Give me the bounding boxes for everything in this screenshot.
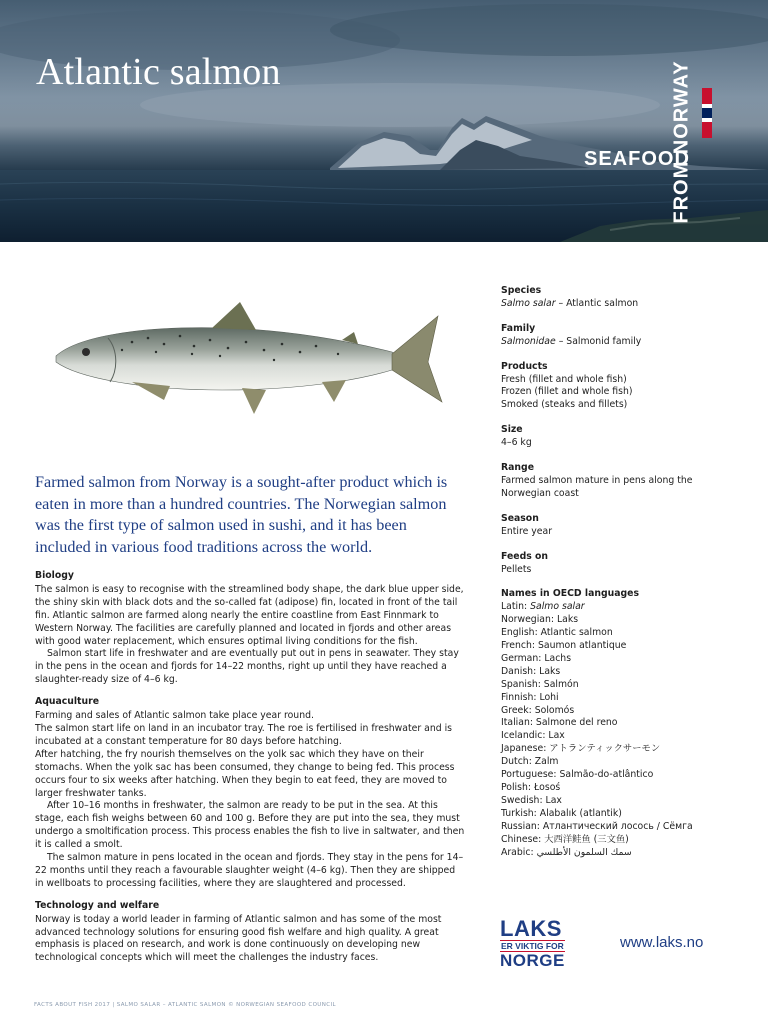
fact-label: Names in OECD languages bbox=[501, 588, 640, 600]
fact-label: Size bbox=[501, 424, 523, 436]
fact-label: Range bbox=[501, 462, 535, 474]
name-line: English: Atlantic salmon bbox=[501, 627, 613, 639]
fact-value: Frozen (fillet and whole fish) bbox=[501, 386, 633, 398]
name-line: Japanese: アトランティックサーモン bbox=[501, 743, 661, 755]
name-line: Italian: Salmone del reno bbox=[501, 717, 618, 729]
hero-banner bbox=[0, 0, 768, 242]
aquaculture-paragraph: After hatching, the fry nourish themselves on the yolk sac which they have on their stomachs. When the yolk sac has been consumed, they change to being fed. This process occurs four to six weeks after hatching. When they begin to eat feed, they are moved to larger freshwater tanks. bbox=[35, 748, 455, 799]
aquaculture-paragraph: The salmon start life on land in an incubator tray. The roe is fertilised in freshwater and is incubated at a constant temperature for 80 days before hatching. bbox=[35, 722, 452, 747]
section-heading-biology: Biology bbox=[35, 570, 74, 581]
fact-value: 4–6 kg bbox=[501, 437, 532, 449]
section-heading-aquaculture: Aquaculture bbox=[35, 696, 100, 708]
fact-products bbox=[501, 361, 731, 413]
body-text-column bbox=[35, 570, 465, 965]
aquaculture-paragraph: The salmon mature in pens located in the ocean and fjords. They stay in the pens for 14–22 months until they reach a favourable slaughter weight (4–6 kg). Then they are shipped in wellboats to processing facilities, where they are slaughtered and processed. bbox=[35, 852, 464, 889]
aquaculture-paragraph: Farming and sales of Atlantic salmon take place year round. bbox=[35, 710, 314, 722]
logo-middle-text: ER VIKTIG FOR bbox=[501, 941, 564, 951]
fact-value: Smoked (steaks and fillets) bbox=[501, 399, 628, 411]
laks-er-viktig-for-norge-logo bbox=[500, 918, 570, 972]
fact-label: Season bbox=[501, 512, 539, 524]
section-heading-technology: Technology and welfare bbox=[35, 899, 160, 911]
fact-label: Family bbox=[501, 322, 536, 334]
name-line: Greek: Solomós bbox=[501, 704, 575, 716]
page-footer: FACTS ABOUT FISH 2017 | SALMO SALAR – ATLANTIC SALMON © NORWEGIAN SEAFOOD COUNCIL bbox=[34, 1002, 336, 1008]
fact-family bbox=[501, 323, 731, 349]
brand-from-norway-text: FROM NORWAY bbox=[670, 60, 693, 224]
fact-label: Products bbox=[501, 360, 548, 372]
logo-top-text: LAKS bbox=[500, 916, 562, 941]
fact-label: Species bbox=[501, 285, 542, 296]
fact-names bbox=[501, 588, 731, 859]
name-line: Dutch: Zalm bbox=[501, 756, 559, 768]
fact-range bbox=[501, 462, 731, 501]
page-title: Atlantic salmon bbox=[36, 51, 281, 93]
fact-value: Pellets bbox=[501, 563, 532, 575]
fact-value: Fresh (fillet and whole fish) bbox=[501, 373, 627, 385]
fact-value: Farmed salmon mature in pens along the Norwegian coast bbox=[501, 474, 693, 499]
name-line: Spanish: Salmón bbox=[501, 678, 579, 690]
name-line: Turkish: Alabalık (atlantik) bbox=[501, 807, 622, 819]
name-line: Polish: Łosoś bbox=[501, 782, 561, 793]
fact-value: Entire year bbox=[501, 525, 553, 537]
logo-bottom-text: NORGE bbox=[500, 951, 565, 970]
name-line: Portuguese: Salmão-do-atlântico bbox=[501, 769, 654, 781]
fact-label: Feeds on bbox=[501, 550, 549, 562]
norwegian-flag-icon bbox=[702, 88, 712, 138]
technology-paragraph: Norway is today a world leader in farming of Atlantic salmon and has some of the most advanced technology solutions for ensuring good fish welfare and high quality. A great emphasis is placed on research, and work is done continuously on developing new technological concepts which will meet the challenges the industry faces. bbox=[35, 913, 442, 964]
fact-size bbox=[501, 424, 731, 450]
fact-value: – Salmonid family bbox=[555, 335, 642, 347]
biology-paragraph: Salmon start life in freshwater and are eventually put out in pens in seawater. They stay in the pens in the ocean and fjords for 14–22 months, right up until they have reached a slaughter-ready size of 4–6 kg. bbox=[35, 648, 459, 686]
name-line: Norwegian: Laks bbox=[501, 614, 579, 626]
name-line: Danish: Laks bbox=[501, 665, 561, 677]
fact-season bbox=[501, 513, 731, 539]
name-line: German: Lachs bbox=[501, 652, 572, 664]
aquaculture-paragraph: After 10–16 months in freshwater, the salmon are ready to be put in the sea. At this stage, each fish weighs between 60 and 100 g. Before they are put into the sea, they must undergo a smoltification process. This process enables the fish to live in saltwater, and then it is called a smolt. bbox=[35, 800, 465, 851]
name-latin: Latin: Salmo salar bbox=[501, 601, 585, 613]
fact-value: – Atlantic salmon bbox=[555, 297, 639, 309]
fact-latin-name: Salmonidae bbox=[501, 335, 556, 347]
name-line: Icelandic: Lax bbox=[501, 730, 565, 742]
biology-paragraph: The salmon is easy to recognise with the streamlined body shape, the dark blue upper side, the shiny skin with black dots and the so-called fat (adipose) fin, located in front of the tail fin. Atlantic salmon are farmed along nearly the entire coastline from East Finnmark to Western Norway. The facilities are carefully planned and located in fjords and other areas with good water replacement, which ensures optimal living conditions for the fish. bbox=[35, 583, 464, 647]
lead-paragraph: Farmed salmon from Norway is a sought-after product which is eaten in more than a hundred countries. The Norwegian salmon was the first type of salmon used in sushi, and it has been included in various food traditions across the world. bbox=[35, 473, 448, 556]
salmon-illustration bbox=[52, 290, 452, 430]
brand-seafood-text: SEAFOOD bbox=[584, 148, 690, 170]
fact-feeds bbox=[501, 551, 731, 577]
name-line: French: Saumon atlantique bbox=[501, 640, 627, 652]
fact-species bbox=[501, 285, 731, 311]
name-line: Russian: Атлантический лосось / Сёмга bbox=[501, 820, 693, 832]
name-line: Swedish: Lax bbox=[501, 794, 562, 806]
facts-sidebar bbox=[501, 285, 731, 871]
name-line: Arabic: سمك السلمون الأطلسي bbox=[501, 846, 632, 858]
seafood-from-norway-logo bbox=[584, 60, 724, 224]
website-link[interactable]: www.laks.no bbox=[620, 934, 704, 951]
name-line: Finnish: Lohi bbox=[501, 691, 559, 703]
fact-latin-name: Salmo salar bbox=[501, 297, 556, 309]
name-line: Chinese: 大西洋鲑鱼 (三文鱼) bbox=[501, 833, 629, 845]
